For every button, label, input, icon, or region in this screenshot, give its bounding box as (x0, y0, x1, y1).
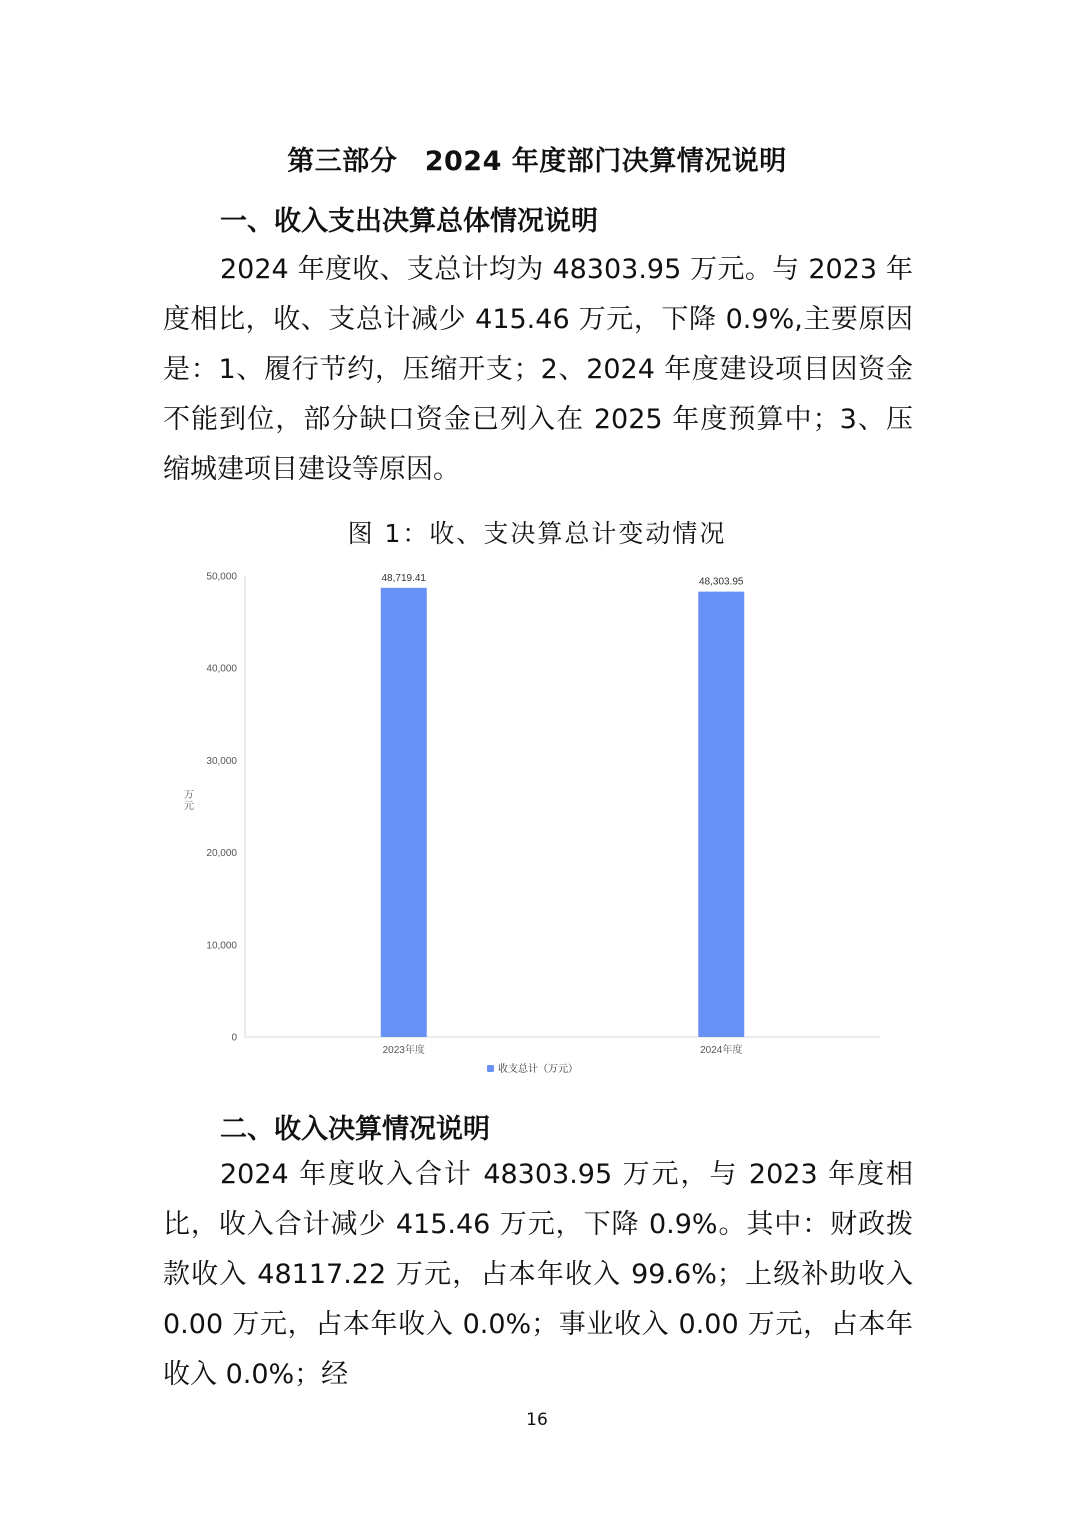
x-tick-label: 2024年度 (700, 1045, 743, 1056)
y-tick-label: 20,000 (206, 848, 237, 860)
income-expense-bar-chart (170, 560, 890, 1090)
y-tick-label: 40,000 (206, 663, 237, 675)
figure1-caption: 图 1：收、支决算总计变动情况 (347, 519, 727, 548)
section2-heading: 二、收入决算情况说明 (220, 1114, 490, 1145)
section2-paragraph: 2024 年度收入合计 48303.95 万元，与 2023 年度相比，收入合计减少 415.46 万元，下降 0.9%。其中：财政拨款收入 48117.22 万元，占本年收入 99.6%；上级补助收入 0.00 万元，占本年收入 0.0%；事业收入 0.00 万元，占本年收入 0.0%；经 (163, 1159, 913, 1390)
legend-swatch (487, 1065, 494, 1072)
y-tick-label: 10,000 (206, 940, 237, 952)
bar-data-label: 48,719.41 (381, 572, 426, 584)
y-tick-label: 0 (231, 1032, 237, 1044)
y-axis-label: 万元 (184, 790, 194, 812)
page-title: 第三部分 2024 年度部门决算情况说明 (287, 146, 787, 177)
y-tick-label: 30,000 (206, 755, 237, 767)
page-number: 16 (526, 1410, 548, 1430)
y-tick-label: 50,000 (206, 571, 237, 583)
section1-paragraph: 2024 年度收、支总计均为 48303.95 万元。与 2023 年度相比，收、支总计减少 415.46 万元，下降 0.9%,主要原因是：1、履行节约，压缩开支；2、2024 年度建设项目因资金不能到位，部分缺口资金已列入在 2025 年度预算中；3、压缩城建项目建设等原因。 (163, 254, 913, 485)
legend-label: 收支总计（万元） (498, 1064, 578, 1075)
bar (698, 592, 744, 1037)
section1-heading: 一、收入支出决算总体情况说明 (220, 206, 598, 237)
x-tick-label: 2023年度 (382, 1045, 425, 1056)
bar-data-label: 48,303.95 (699, 576, 744, 588)
bar (381, 588, 427, 1037)
